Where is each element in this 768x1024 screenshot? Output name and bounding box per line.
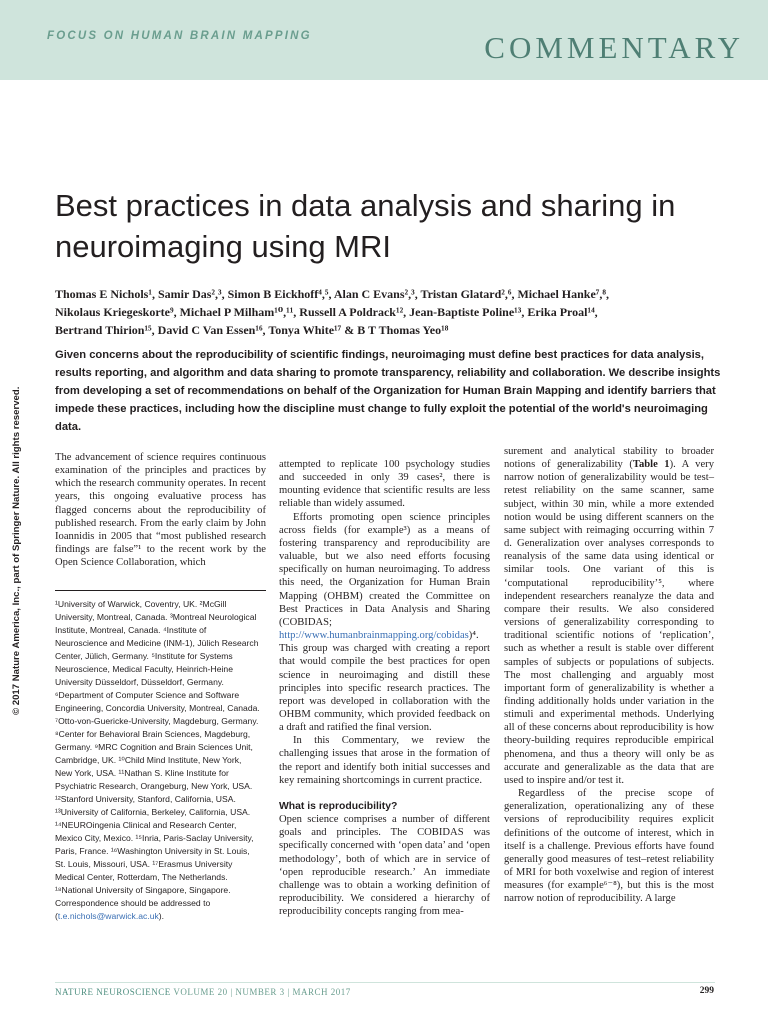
column-3 <box>504 445 714 905</box>
section-label: FOCUS ON HUMAN BRAIN MAPPING <box>47 30 312 42</box>
table-reference[interactable]: Table 1 <box>632 459 670 471</box>
article-title: Best practices in data analysis and sharing in neuroimaging using MRI <box>55 188 676 264</box>
body-paragraph: Open science comprises a number of different goals and principles. The COBIDAS was specifically concerned with ‘open data’ and ‘open methodology’, both of which are in service of ‘open reproducible research.’ An immediate challenge was to obtain a working definition of reproducibility. We considered a hierarchy of reproducibility concepts ranging from mea- <box>279 814 490 918</box>
correspondence-email-link[interactable]: t.e.nichols@warwick.ac.uk <box>57 911 159 921</box>
abstract: Given concerns about the reproducibility of scientific findings, neuroimaging must define best practices for data analysis, results reporting, and algorithm and data sharing to promote transparency, reliability and collaboration. We describe insights from developing a set of recommendations on behalf of the Organization for Human Brain Mapping and identify barriers that impede these practices, including how the discipline must change to fully exploit the potential of the world's neuroimaging data. <box>55 349 721 433</box>
author-list <box>55 285 715 339</box>
column-2 <box>279 458 490 918</box>
footer <box>55 987 715 997</box>
body-paragraph: The advancement of science requires continuous examination of the principles and practices by which the research community operates. In recent years, this ongoing evaluative process has flagged concerns about the reproducibility of published research. From the early claim by John Ioannidis in 2005 that “most published research findings are false”¹ to the recent work by the Open Science Collaboration, which <box>55 452 266 569</box>
author-line: Nikolaus Kriegeskorte⁹, Michael P Milham¹⁰,¹¹, Russell A Poldrack¹², Jean-Baptiste Poline¹³, Erika Proal¹⁴, <box>55 305 598 319</box>
copyright-text: © 2017 Nature America, Inc., part of Springer Nature. All rights reserved. <box>11 386 22 715</box>
issue-info: VOLUME 20 | NUMBER 3 | MARCH 2017 <box>173 987 351 997</box>
body-paragraph: attempted to replicate 100 psychology studies and succeeded in only 39 cases², there is mounting evidence that scientific results are less reliable than widely assumed. <box>279 459 490 510</box>
section-heading: What is reproducibility? <box>279 800 398 812</box>
affiliation-text: ¹University of Warwick, Coventry, UK. ²McGill University, Montreal, Canada. ³Montreal Neurological Institute, Montreal, Canada. ⁴Institute of Neuroscience and Medicine (INM-1), Jülich Research Center, Jülich, Germany. ⁵Institute for Systems Neuroscience, Medical Faculty, Heinrich-Heine University Düsseldorf, Düsseldorf, Germany. ⁶Department of Computer Science and Software Engineering, Concordia University, Montreal, Canada. ⁷Otto-von-Guericke-University, Magdeburg, Germany. ⁸Center for Behavioral Brain Sciences, Magdeburg, Germany. ⁹MRC Cognition and Brain Sciences Unit, Cambridge, UK. ¹⁰Child Mind Institute, New York, New York, USA. ¹¹Nathan S. Kline Institute for Psychiatric Research, Orangeburg, New York, USA. ¹²Stanford University, Stanford, California, USA. ¹³University of California, Berkeley, California, USA. ¹⁴NEUROingenia Clinical and Research Center, Mexico City, Mexico. ¹⁵Inria, Paris-Saclay University, Paris, France. ¹⁶Washington University in St. Louis, St. Louis, Missouri, USA. ¹⁷Erasmus University Medical Center, Rotterdam, The Netherlands. ¹⁸National University of Singapore, Singapore. Correspondence should be addressed to ( <box>55 599 260 921</box>
affiliation-divider <box>55 590 266 591</box>
copyright-notice <box>7 315 23 715</box>
body-paragraph <box>504 445 714 787</box>
body-paragraph: In this Commentary, we review the challenging issues that arose in the formation of the report and identify both initial successes and key remaining shortcomings in current practice. <box>279 735 490 786</box>
paragraph-text: )⁴. This group was charged with creating a report that would compile the best practices for open science in neuroimaging and distill these principles into specific research practices. The report was developed in collaboration with the OHBM community, which provided feedback on a draft and ratified the final version. <box>279 630 490 734</box>
author-line: Thomas E Nichols¹, Samir Das²,³, Simon B Eickhoff⁴,⁵, Alan C Evans²,³, Tristan Glatard²,⁶, Michael Hanke⁷,⁸, <box>55 287 609 301</box>
paragraph-text: Efforts promoting open science principles across fields (for example³) as a means of fostering transparency and reproducibility are valuable, but we also need efforts focusing specifically on human neuroimaging. To address this need, the Organization for Human Brain Mapping (OHBM) created the Committee on Best Practices in Data Analysis and Sharing (COBIDAS; <box>279 511 490 628</box>
page-number: 299 <box>699 986 714 996</box>
paragraph-text: ). A very narrow notion of generalizability would be test–retest reliability on the same scanner, same subject, within 30 min, while a more extended notion would be using different scanners on the same subject with reimaging occurring within 7 d. Generalization over analyses corresponds to reanalysis of the same data using identical or similar tools. One variant of this is ‘computational reproducibility’⁵, where independent researchers reanalyze the data and compare their results. We also considered versions of generalizability corresponding to traditional scientific notions of ‘replication’, such as whether a result is stable over different samples of subjects or populations of subjects. The most challenging and arguably most important form of generalizability is whether a finding additionally holds under variation in the stimuli and experimental methods. Underlying all of these concerns about reproducibility is how theory-building requires reproducible empirical phenomena, and thus a theory will only be as accurate and generalizable as the data that are used to inspire and/or test it. <box>504 459 714 786</box>
body-paragraph: Regardless of the precise scope of generalization, operationalizing any of these versions of reproducibility requires explicit definitions of the outcome of interest, which in itself is a challenge. Previous efforts have found generally good measures of test–retest reliability of MRI for both voxelwise and region of interest measures (for example⁶⁻⁸), but this is the most narrow notion of reproducibility. A large <box>504 788 714 905</box>
journal-name: NATURE NEUROSCIENCE <box>55 987 171 997</box>
header-band <box>0 0 768 80</box>
footer-divider <box>55 982 715 983</box>
cobidas-link[interactable]: http://www.humanbrainmapping.org/cobidas <box>279 630 469 642</box>
paragraph-text: surement and analytical stability to broader notions of generalizability ( <box>504 446 714 471</box>
affiliations <box>55 598 260 923</box>
body-paragraph <box>279 511 490 735</box>
affiliation-end: ). <box>158 911 165 921</box>
article-type: COMMENTARY <box>484 30 744 65</box>
author-line: Bertrand Thirion¹⁵, David C Van Essen¹⁶, Tonya White¹⁷ & B T Thomas Yeo¹⁸ <box>55 323 449 337</box>
column-1 <box>55 451 266 569</box>
